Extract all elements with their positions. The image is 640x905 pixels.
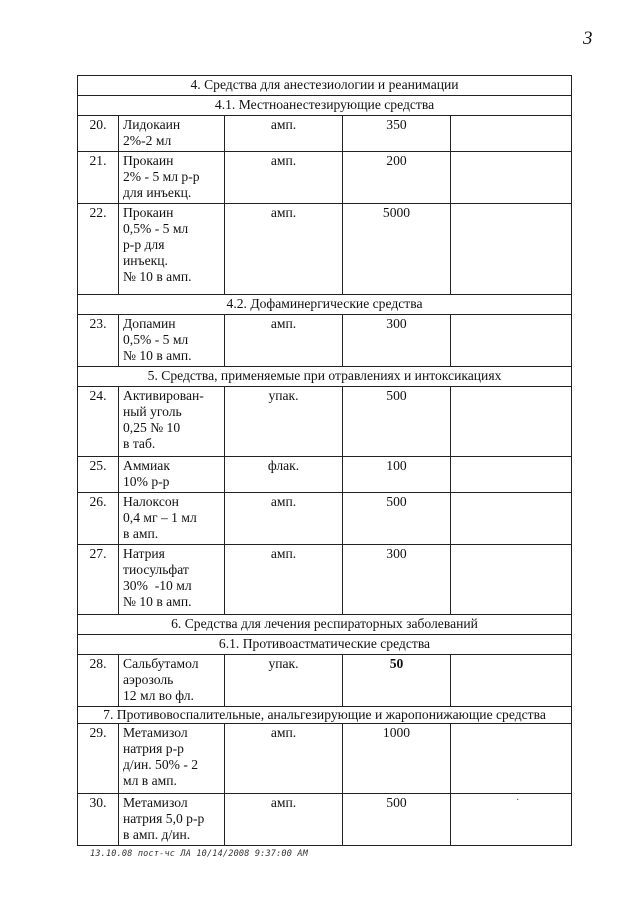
row-number: 27. xyxy=(78,545,119,615)
drug-name-line: 2%-2 мл xyxy=(123,133,172,148)
section-row xyxy=(78,635,572,655)
drug-name-line: 2% - 5 мл р-р xyxy=(123,169,200,184)
quantity-cell: 300 xyxy=(343,545,451,615)
drug-name-line: инъекц. xyxy=(123,253,168,268)
drug-name-line: Прокаин xyxy=(123,153,174,168)
section-row xyxy=(78,96,572,116)
drug-name-line: № 10 в амп. xyxy=(123,269,192,284)
drug-name xyxy=(119,387,225,457)
quantity-cell: 200 xyxy=(343,152,451,204)
table-row xyxy=(78,204,572,295)
empty-cell xyxy=(451,387,572,457)
drug-name-line: р-р для xyxy=(123,237,165,252)
row-number: 24. xyxy=(78,387,119,457)
drug-name-line: аэрозоль xyxy=(123,672,174,687)
drug-name-line: Лидокаин xyxy=(123,117,181,132)
drug-name-line: в амп. д/ин. xyxy=(123,827,191,842)
empty-cell xyxy=(451,457,572,493)
drug-name-line: в амп. xyxy=(123,526,159,541)
section-heading: 5. Средства, применяемые при отравлениях и интоксикациях xyxy=(78,367,572,387)
drug-name-line: для инъекц. xyxy=(123,185,192,200)
drug-name-line: Сальбутамол xyxy=(123,656,199,671)
section-row xyxy=(78,295,572,315)
unit-cell: флак. xyxy=(225,457,343,493)
drug-name xyxy=(119,116,225,152)
unit-cell: амп. xyxy=(225,545,343,615)
row-number: 20. xyxy=(78,116,119,152)
empty-cell xyxy=(451,493,572,545)
table-row xyxy=(78,457,572,493)
table-row xyxy=(78,315,572,367)
section-row xyxy=(78,367,572,387)
table-row xyxy=(78,794,572,846)
drug-name-line: 10% р-р xyxy=(123,474,170,489)
drug-name-line: 30% -10 мл xyxy=(123,578,192,593)
footer-note: 13.10.08 пост-чс ЛА 10/14/2008 9:37:00 AM xyxy=(90,849,309,859)
drug-name xyxy=(119,204,225,295)
unit-cell: амп. xyxy=(225,493,343,545)
drug-name-line: натрия р-р xyxy=(123,741,184,756)
empty-cell xyxy=(451,315,572,367)
subsection-heading: 4.2. Дофаминергические средства xyxy=(78,295,572,315)
drug-name-line: Метамизол xyxy=(123,795,188,810)
drug-name xyxy=(119,315,225,367)
unit-cell: амп. xyxy=(225,724,343,794)
drug-name xyxy=(119,457,225,493)
row-number: 30. xyxy=(78,794,119,846)
drug-name-line: в таб. xyxy=(123,436,156,451)
section-heading: 4. Средства для анестезиологии и реанимации xyxy=(78,76,572,96)
table-row xyxy=(78,116,572,152)
drug-table xyxy=(77,75,572,846)
drug-name-line: 0,5% - 5 мл xyxy=(123,332,189,347)
unit-cell: упак. xyxy=(225,387,343,457)
table-row xyxy=(78,387,572,457)
quantity-cell: 350 xyxy=(343,116,451,152)
empty-cell xyxy=(451,152,572,204)
drug-name-line: № 10 в амп. xyxy=(123,594,192,609)
row-number: 21. xyxy=(78,152,119,204)
unit-cell: амп. xyxy=(225,315,343,367)
drug-name-line: Прокаин xyxy=(123,205,174,220)
unit-cell: амп. xyxy=(225,794,343,846)
quantity-cell: 50 xyxy=(343,655,451,707)
table-row xyxy=(78,655,572,707)
subsection-heading: 4.1. Местноанестезирующие средства xyxy=(78,96,572,116)
quantity-cell: 300 xyxy=(343,315,451,367)
quantity-cell: 500 xyxy=(343,493,451,545)
drug-name-line: Аммиак xyxy=(123,458,170,473)
drug-name-line: д/ин. 50% - 2 xyxy=(123,757,199,772)
drug-name-line: тиосульфат xyxy=(123,562,189,577)
drug-name-line: 0,4 мг – 1 мл xyxy=(123,510,197,525)
row-number: 25. xyxy=(78,457,119,493)
drug-name-line: 12 мл во фл. xyxy=(123,688,194,703)
row-number: 28. xyxy=(78,655,119,707)
row-number: 26. xyxy=(78,493,119,545)
empty-cell xyxy=(451,655,572,707)
drug-name-line: Натрия xyxy=(123,546,165,561)
drug-name-line: 0,5% - 5 мл xyxy=(123,221,189,236)
unit-cell: амп. xyxy=(225,116,343,152)
unit-cell: амп. xyxy=(225,152,343,204)
section-row xyxy=(78,615,572,635)
row-number: 29. xyxy=(78,724,119,794)
section-heading: 7. Противовоспалительные, анальгезирующие и жаропонижающие средства xyxy=(78,707,572,724)
row-number: 23. xyxy=(78,315,119,367)
row-number: 22. xyxy=(78,204,119,295)
section-heading: 6. Средства для лечения респираторных заболеваний xyxy=(78,615,572,635)
empty-cell xyxy=(451,545,572,615)
drug-name-line: № 10 в амп. xyxy=(123,348,192,363)
subsection-heading: 6.1. Противоастматические средства xyxy=(78,635,572,655)
table-row xyxy=(78,493,572,545)
quantity-cell: 500 xyxy=(343,794,451,846)
drug-name-line: натрия 5,0 р-р xyxy=(123,811,205,826)
unit-cell: амп. xyxy=(225,204,343,295)
section-row xyxy=(78,707,572,724)
drug-name-line: мл в амп. xyxy=(123,773,177,788)
drug-name-line: Налоксон xyxy=(123,494,179,509)
drug-name xyxy=(119,655,225,707)
empty-cell xyxy=(451,204,572,295)
empty-cell xyxy=(451,724,572,794)
empty-cell xyxy=(451,116,572,152)
unit-cell: упак. xyxy=(225,655,343,707)
drug-name xyxy=(119,724,225,794)
quantity-cell: 5000 xyxy=(343,204,451,295)
drug-name xyxy=(119,152,225,204)
quantity-cell: 1000 xyxy=(343,724,451,794)
quantity-cell: 100 xyxy=(343,457,451,493)
quantity-cell: 500 xyxy=(343,387,451,457)
table-row xyxy=(78,724,572,794)
drug-name-line: Метамизол xyxy=(123,725,188,740)
drug-name xyxy=(119,493,225,545)
page-number: 3 xyxy=(583,28,593,49)
table-row xyxy=(78,545,572,615)
drug-name-line: 0,25 № 10 xyxy=(123,420,181,435)
empty-cell xyxy=(451,794,572,846)
drug-name-line: Допамин xyxy=(123,316,176,331)
drug-name xyxy=(119,545,225,615)
drug-name-line: Активирован- xyxy=(123,388,204,403)
drug-name-line: ный уголь xyxy=(123,404,182,419)
drug-name xyxy=(119,794,225,846)
stray-mark: · xyxy=(516,795,520,806)
table-row xyxy=(78,152,572,204)
section-row xyxy=(78,76,572,96)
